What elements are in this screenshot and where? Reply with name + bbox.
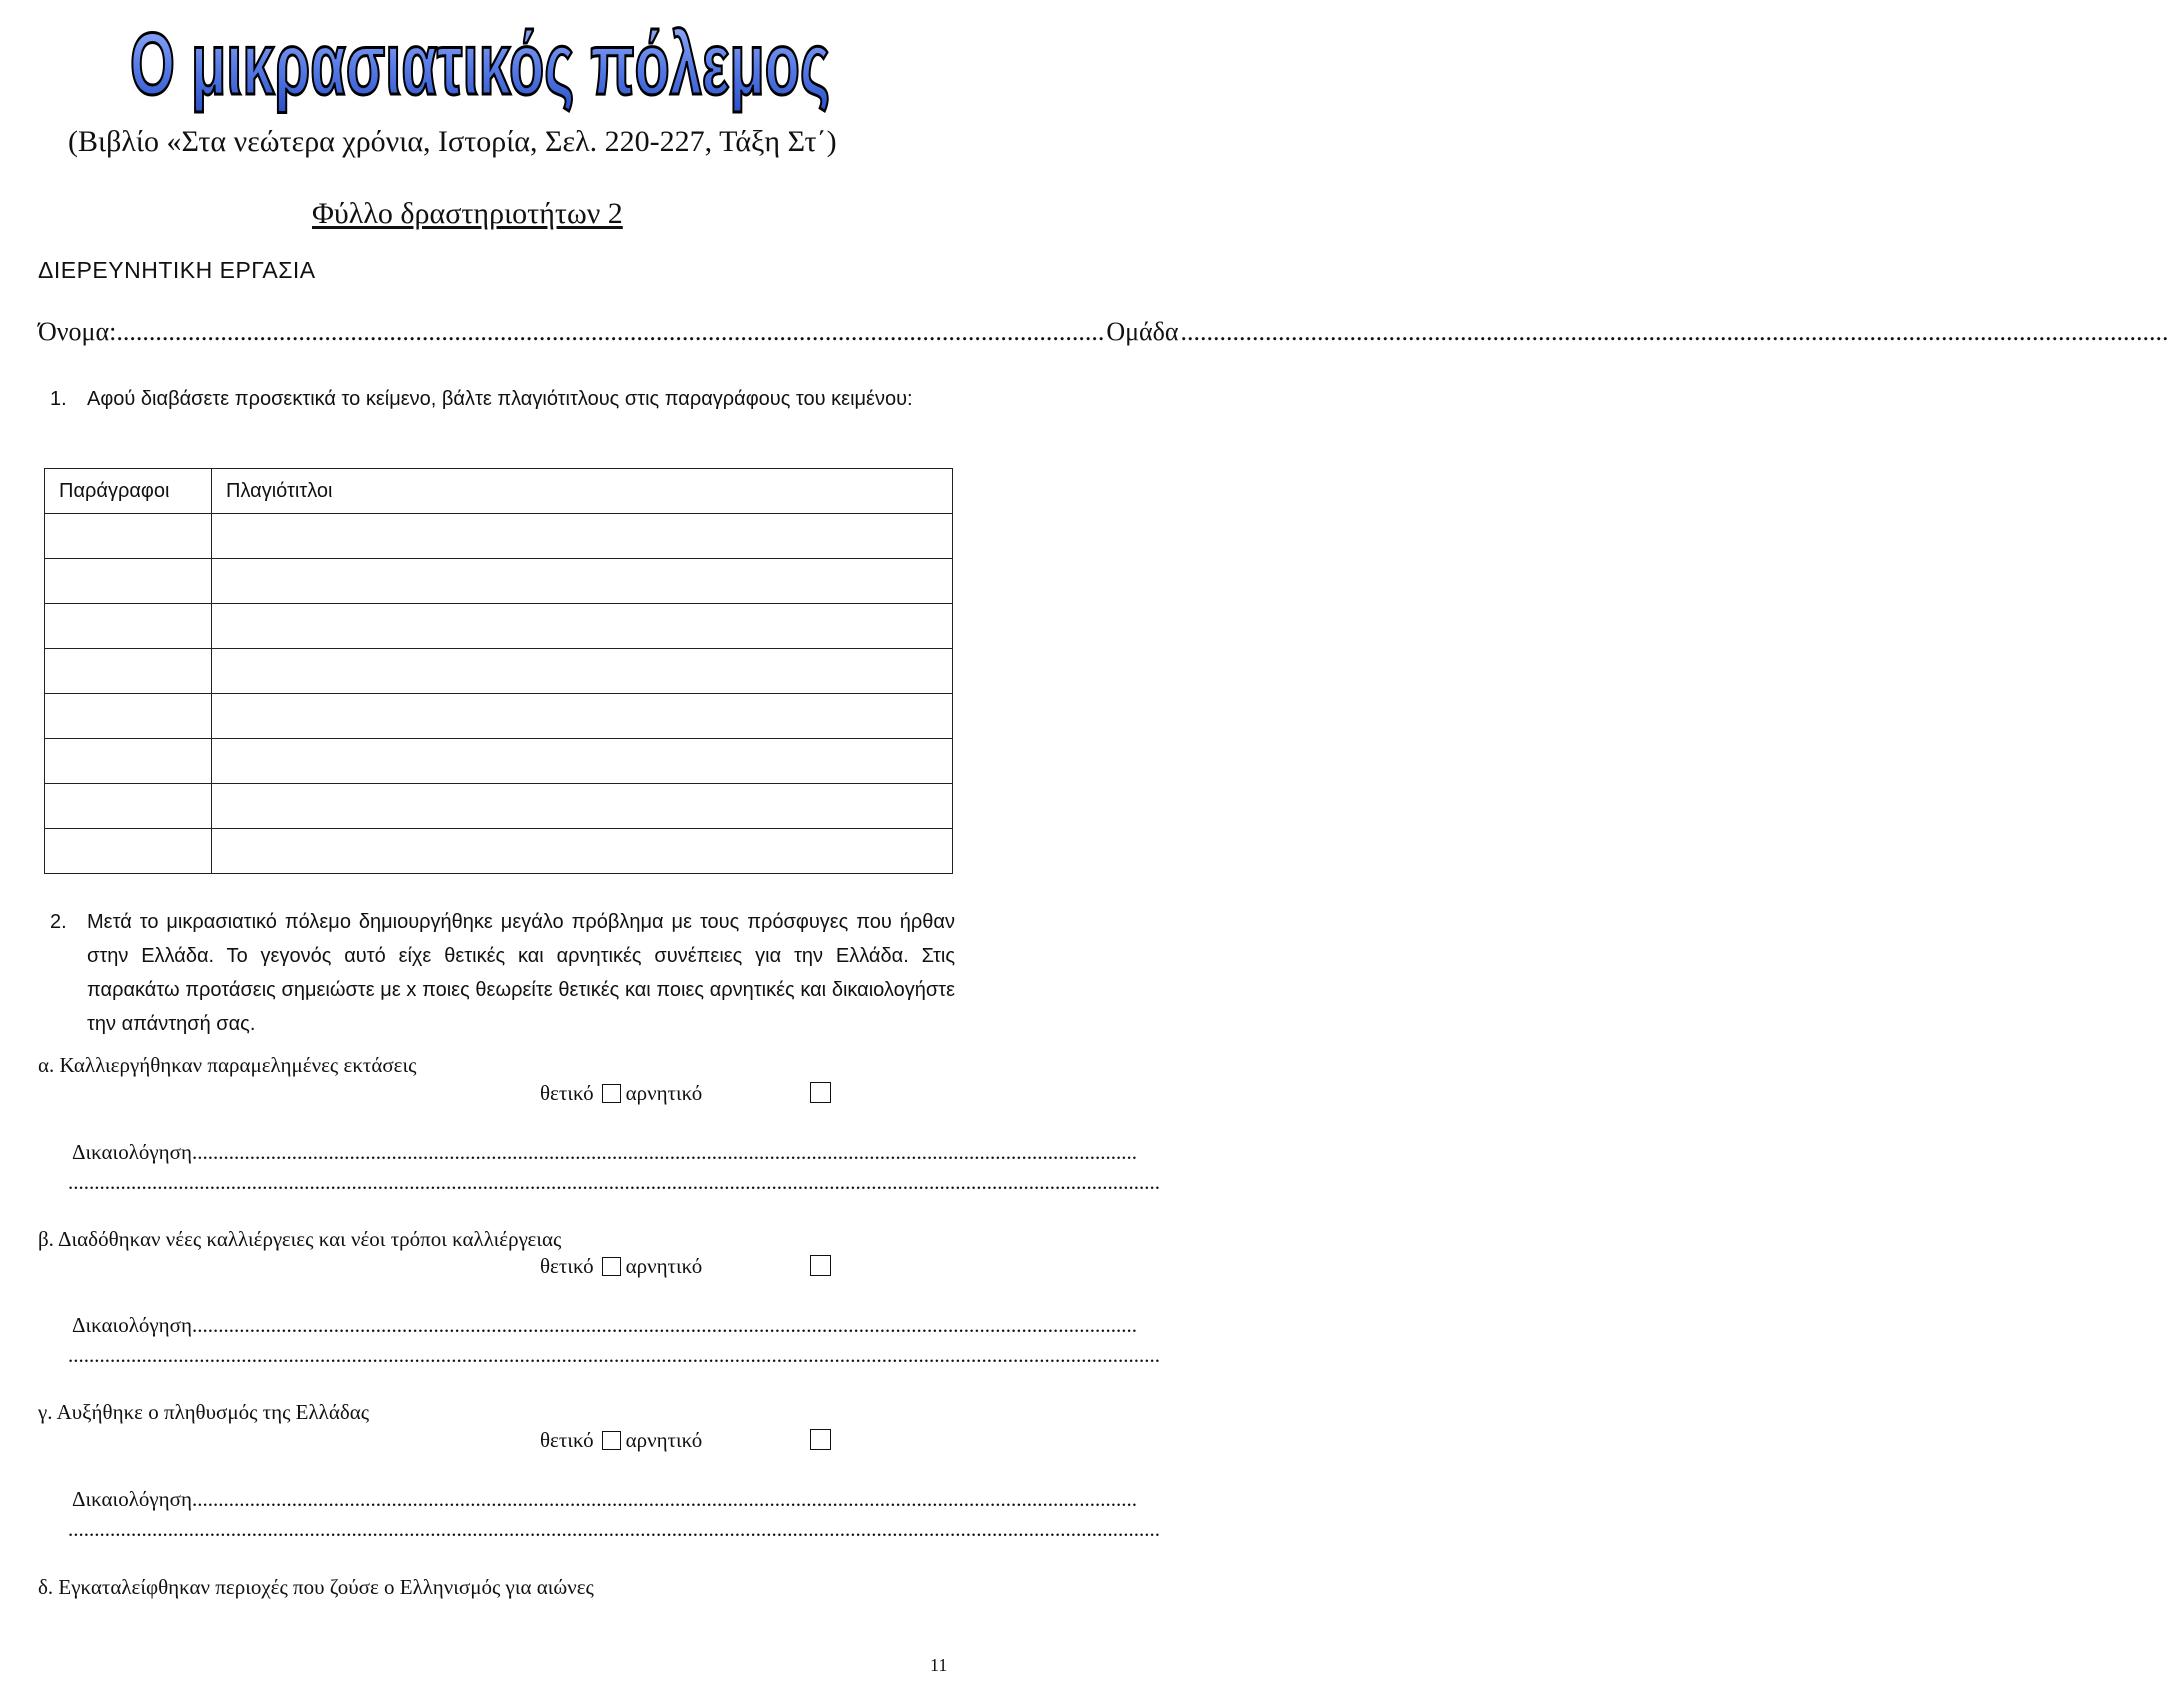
justification-label: Δικαιολόγηση <box>72 1487 192 1511</box>
table-cell[interactable] <box>212 514 953 559</box>
name-group-line <box>38 317 1179 347</box>
justification-dots[interactable] <box>192 1487 1137 1512</box>
table-cell[interactable] <box>212 604 953 649</box>
justification-dotline[interactable] <box>68 1343 850 1368</box>
item-a-choices <box>540 1081 702 1106</box>
table-cell[interactable] <box>45 829 212 874</box>
justification-dots[interactable] <box>192 1313 1137 1338</box>
question-1 <box>50 382 955 416</box>
table-cell[interactable] <box>212 559 953 604</box>
table-row <box>45 739 953 784</box>
table-row <box>45 514 953 559</box>
name-fill-dots[interactable] <box>116 317 1104 347</box>
negative-label: αρνητικό <box>625 1254 703 1278</box>
page-title: Ο μικρασιατικός πόλεμος <box>130 14 830 113</box>
negative-label: αρνητικό <box>625 1428 703 1452</box>
section-label: ΔΙΕΡΕΥΝΗΤΙΚΗ ΕΡΓΑΣΙΑ <box>38 257 316 283</box>
table-header-row <box>45 469 953 514</box>
item-b-label: β. Διαδόθηκαν νέες καλλιέργειες και νέοι τρόποι καλλιέργειας <box>38 1227 562 1251</box>
positive-checkbox[interactable] <box>602 1257 621 1276</box>
item-b-justification <box>72 1313 852 1338</box>
item-c-choices <box>540 1428 702 1453</box>
negative-checkbox[interactable] <box>810 1255 831 1276</box>
table-row <box>45 784 953 829</box>
negative-checkbox[interactable] <box>810 1429 831 1450</box>
question-text: Αφού διαβάσετε προσεκτικά το κείμενο, βάλτε πλαγιότιτλους στις παραγράφους του κειμένου: <box>87 388 913 410</box>
group-label: Ομάδα <box>1106 317 1179 346</box>
table-cell[interactable] <box>45 739 212 784</box>
positive-label: θετικό <box>540 1428 594 1452</box>
table-cell[interactable] <box>212 649 953 694</box>
table-cell[interactable] <box>45 514 212 559</box>
table-cell[interactable] <box>45 604 212 649</box>
page-number: 11 <box>930 1655 948 1675</box>
question-text: Μετά το μικρασιατικό πόλεμο δημιουργήθηκε μεγάλο πρόβλημα με τους πρόσφυγες που ήρθαν στην Ελλάδα. Το γεγονός αυτό είχε θετικές και αρνητικές συνέπειες για την Ελλάδα. Στις παρακάτω προτάσεις σημειώστε με x ποιες θεωρείτε θετικές και ποιες αρνητικές και δικαιολογήστε την απάντησή σας. <box>87 911 955 1035</box>
question-number: 1. <box>50 388 67 410</box>
justification-dots[interactable] <box>192 1140 1137 1165</box>
positive-checkbox[interactable] <box>602 1084 621 1103</box>
page-title-wordart <box>110 2 850 122</box>
item-d-label: δ. Εγκαταλείφθηκαν περιοχές που ζούσε ο Ελληνισμός για αιώνες <box>38 1575 594 1599</box>
table-cell[interactable] <box>45 784 212 829</box>
table-cell[interactable] <box>212 784 953 829</box>
table-header-cell: Παράγραφοι <box>45 469 212 514</box>
paragraphs-table <box>44 468 953 874</box>
table-row <box>45 559 953 604</box>
item-c-justification <box>72 1487 852 1512</box>
positive-label: θετικό <box>540 1254 594 1278</box>
justification-label: Δικαιολόγηση <box>72 1313 192 1337</box>
justification-dotline[interactable] <box>68 1517 850 1542</box>
table-header-cell: Πλαγιότιτλοι <box>212 469 953 514</box>
sheet-title: Φύλλο δραστηριοτήτων 2 <box>312 197 623 230</box>
positive-checkbox[interactable] <box>602 1431 621 1450</box>
justification-label: Δικαιολόγηση <box>72 1140 192 1164</box>
item-c-label: γ. Αυξήθηκε ο πληθυσμός της Ελλάδας <box>38 1400 370 1424</box>
positive-label: θετικό <box>540 1081 594 1105</box>
table-cell[interactable] <box>212 694 953 739</box>
question-2 <box>50 905 955 1041</box>
book-reference: (Βιβλίο «Στα νεώτερα χρόνια, Ιστορία, Σελ. 220-227, Τάξη Στ΄) <box>68 125 837 158</box>
item-a-justification <box>72 1140 852 1165</box>
table-cell[interactable] <box>212 739 953 784</box>
name-label: Όνομα: <box>38 317 117 346</box>
question-number: 2. <box>50 911 67 933</box>
item-a-label: α. Καλλιεργήθηκαν παραμελημένες εκτάσεις <box>38 1053 417 1077</box>
justification-dotline[interactable] <box>68 1170 850 1195</box>
table-row <box>45 649 953 694</box>
table-cell[interactable] <box>45 649 212 694</box>
table-row <box>45 604 953 649</box>
table-row <box>45 694 953 739</box>
group-fill-dots[interactable] <box>1181 317 2169 347</box>
table-cell[interactable] <box>212 829 953 874</box>
title-svg <box>110 2 850 122</box>
negative-label: αρνητικό <box>625 1081 703 1105</box>
table-row <box>45 829 953 874</box>
table-cell[interactable] <box>45 559 212 604</box>
item-b-choices <box>540 1254 702 1279</box>
negative-checkbox[interactable] <box>810 1082 831 1103</box>
table-cell[interactable] <box>45 694 212 739</box>
